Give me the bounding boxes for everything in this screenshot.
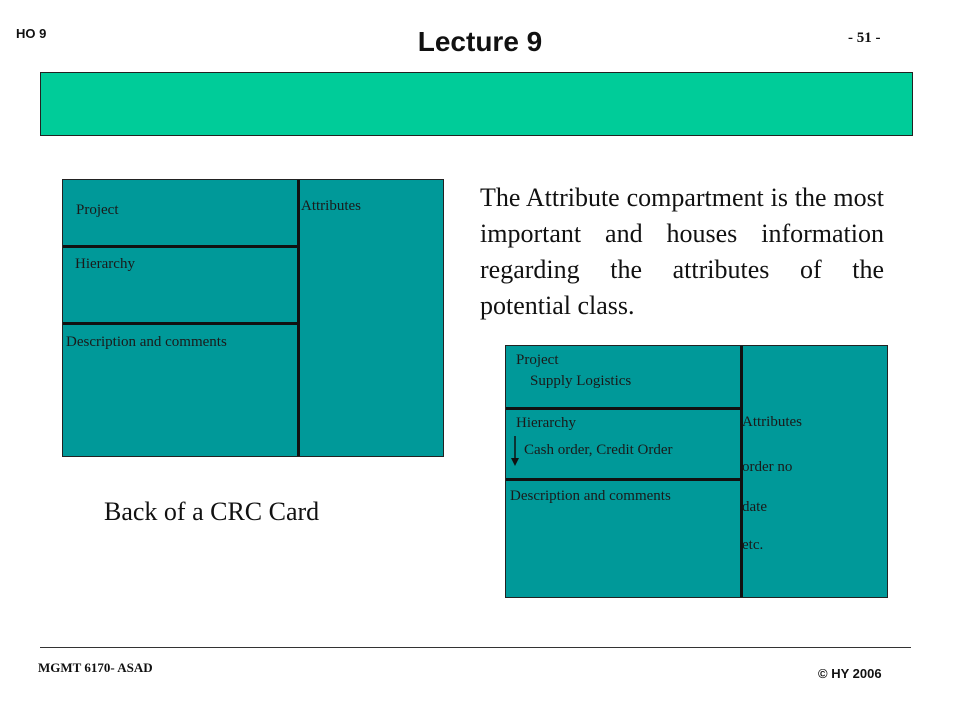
description-label: Description and comments	[66, 334, 227, 350]
card-caption: Back of a CRC Card	[104, 497, 320, 526]
attribute-item: order no	[742, 459, 793, 475]
handout-number: HO 9	[16, 26, 47, 41]
attribute-item: etc.	[742, 537, 764, 553]
project-divider	[506, 407, 740, 410]
footer-rule	[40, 647, 911, 648]
attributes-divider	[297, 180, 300, 456]
title-banner	[40, 72, 913, 136]
hierarchy-value: Cash order, Credit Order	[524, 442, 673, 458]
hierarchy-label: Hierarchy	[516, 415, 576, 431]
project-label: Project	[516, 352, 559, 368]
hierarchy-divider	[506, 478, 740, 481]
copyright: © HY 2006	[818, 666, 882, 681]
down-arrow-icon	[509, 434, 521, 468]
attributes-label: Attributes	[301, 198, 361, 214]
hierarchy-label: Hierarchy	[75, 256, 135, 272]
crc-card-back-example	[505, 345, 888, 598]
project-divider	[63, 245, 297, 248]
page-title: Lecture 9	[417, 26, 543, 57]
project-value: Supply Logistics	[530, 373, 632, 389]
description-label: Description and comments	[510, 488, 671, 504]
project-label: Project	[76, 202, 119, 218]
attributes-label: Attributes	[742, 414, 802, 430]
course-code: MGMT 6170- ASAD	[38, 660, 153, 675]
attribute-item: date	[742, 499, 767, 515]
page-number: - 51 -	[848, 30, 881, 46]
explanation-paragraph: The Attribute compartment is the most important and houses information regarding the attributes of the potential class.	[480, 183, 884, 320]
hierarchy-divider	[63, 322, 297, 325]
crc-card-back-template	[62, 179, 444, 457]
